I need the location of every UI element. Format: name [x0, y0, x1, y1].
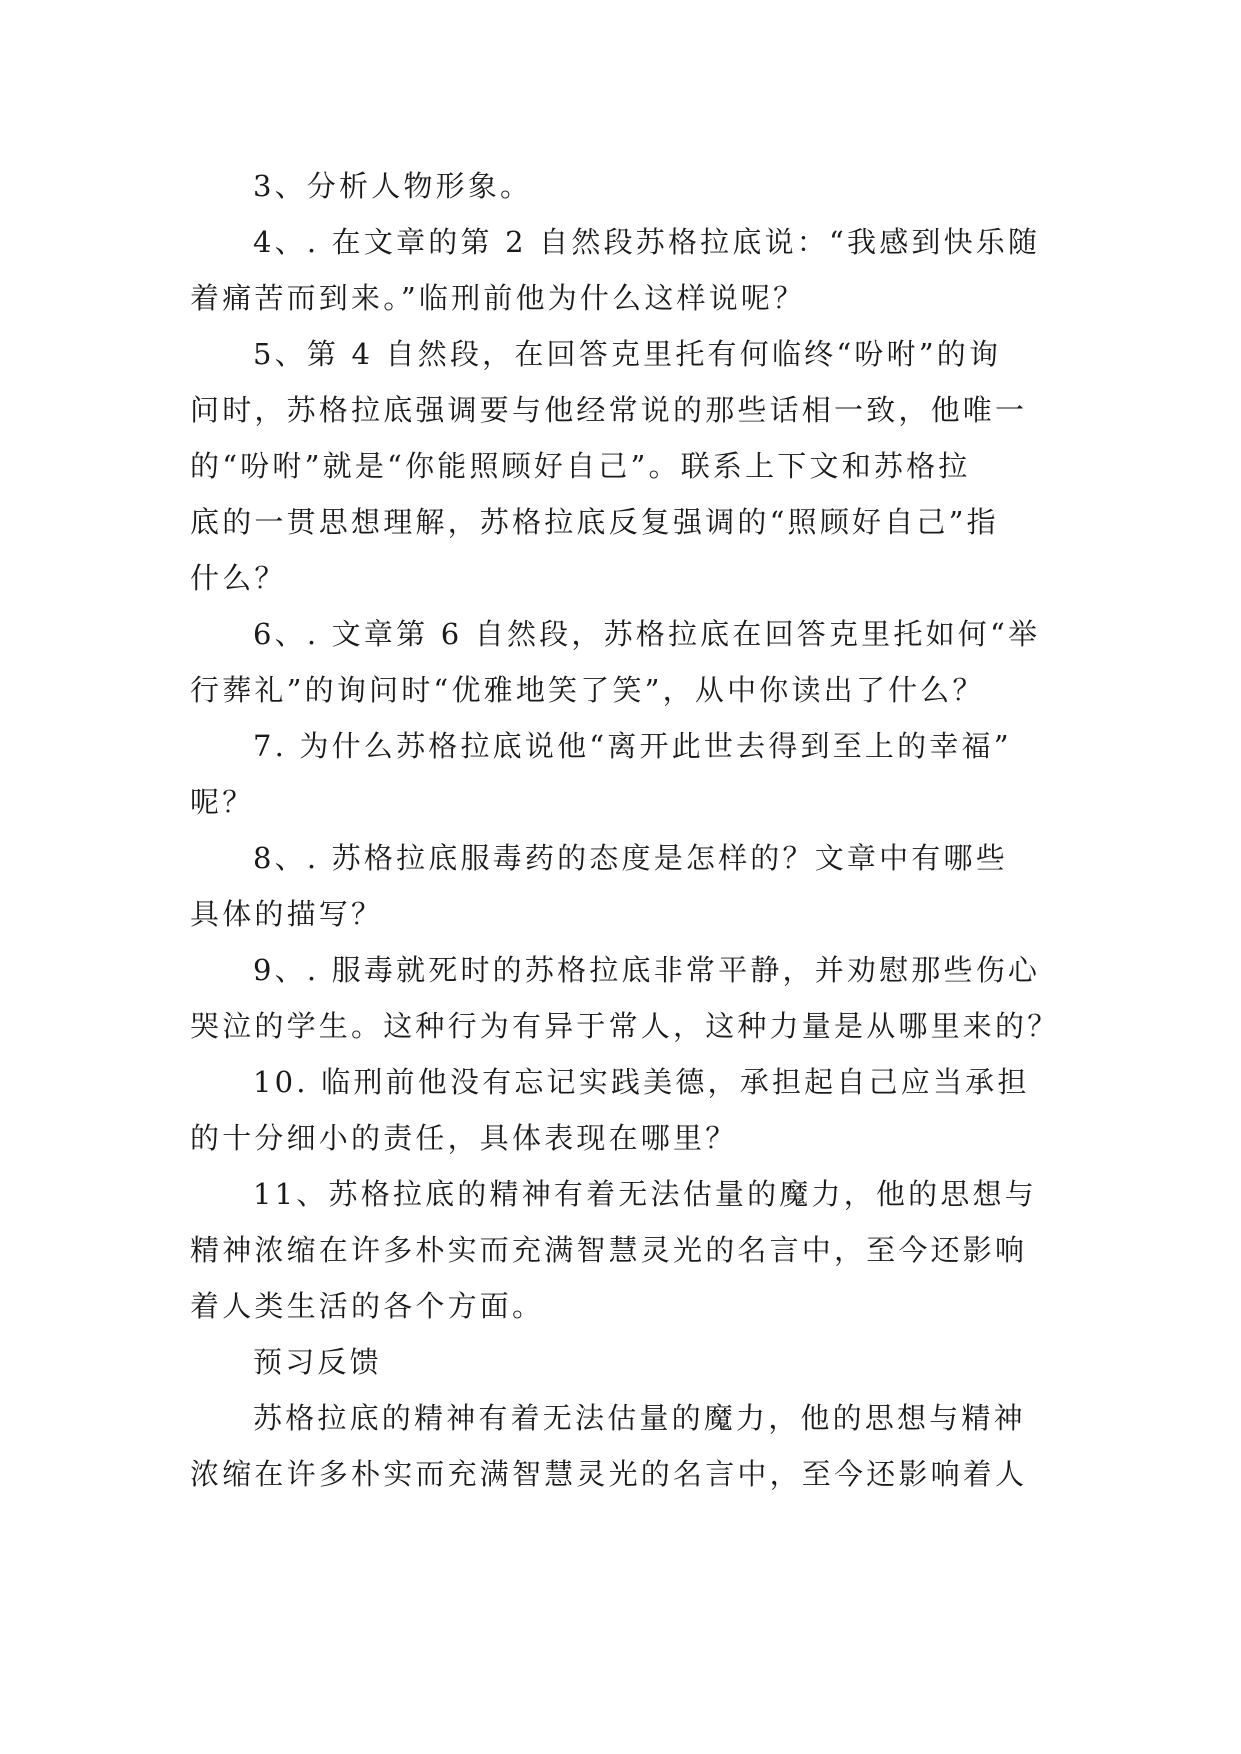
question-10-line-1: 10. 临刑前他没有忘记实践美德，承担起自己应当承担	[253, 1065, 1030, 1099]
question-9-line-1: 9、. 服毒就死时的苏格拉底非常平静，并劝慰那些伤心	[253, 953, 1041, 987]
question-11-line-2: 精神浓缩在许多朴实而充满智慧灵光的名言中，至今还影响	[190, 1233, 1028, 1267]
question-8-line-2: 具体的描写？	[190, 897, 384, 931]
question-6-line-1: 6、. 文章第 6 自然段，苏格拉底在回答克里托如何“举	[253, 617, 1041, 651]
document-body	[190, 158, 1070, 1502]
question-7-line-1: 7. 为什么苏格拉底说他“离开此世去得到至上的幸福”	[253, 729, 1012, 763]
question-9-line-2: 哭泣的学生。这种行为有异于常人，这种力量是从哪里来的？	[190, 1009, 1060, 1043]
question-8-line-1: 8、. 苏格拉底服毒药的态度是怎样的？文章中有哪些	[253, 841, 1008, 875]
feedback-paragraph-line-2: 浓缩在许多朴实而充满智慧灵光的名言中，至今还影响着人	[190, 1457, 1028, 1491]
question-3-line: 3、分析人物形象。	[253, 169, 533, 203]
question-11-line-1: 11、苏格拉底的精神有着无法估量的魔力，他的思想与	[253, 1177, 1037, 1211]
feedback-paragraph-line-1: 苏格拉底的精神有着无法估量的魔力，他的思想与精神	[253, 1401, 1026, 1435]
question-5-line-3: 的“吩咐”就是“你能照顾好自己”。联系上下文和苏格拉	[190, 449, 971, 483]
question-7-line-2: 呢？	[190, 785, 255, 819]
section-heading-preview-feedback: 预习反馈	[253, 1345, 382, 1379]
question-5-line-2: 问时，苏格拉底强调要与他经常说的那些话相一致，他唯一	[190, 393, 1028, 427]
question-10-line-2: 的十分细小的责任，具体表现在哪里？	[190, 1121, 738, 1155]
question-11-line-3: 着人类生活的各个方面。	[190, 1289, 545, 1323]
question-5-line-1: 5、第 4 自然段，在回答克里托有何临终“吩咐”的询	[253, 337, 1002, 371]
question-6-line-2: 行葬礼”的询问时“优雅地笑了笑”，从中你读出了什么？	[190, 673, 985, 707]
question-4-line-1: 4、. 在文章的第 2 自然段苏格拉底说：“我感到快乐随	[253, 225, 1041, 259]
question-5-line-5: 什么？	[190, 561, 287, 595]
question-4-line-2: 着痛苦而到来。”临刑前他为什么这样说呢？	[190, 281, 806, 315]
question-5-line-4: 底的一贯思想理解，苏格拉底反复强调的“照顾好自己”指	[190, 505, 999, 539]
